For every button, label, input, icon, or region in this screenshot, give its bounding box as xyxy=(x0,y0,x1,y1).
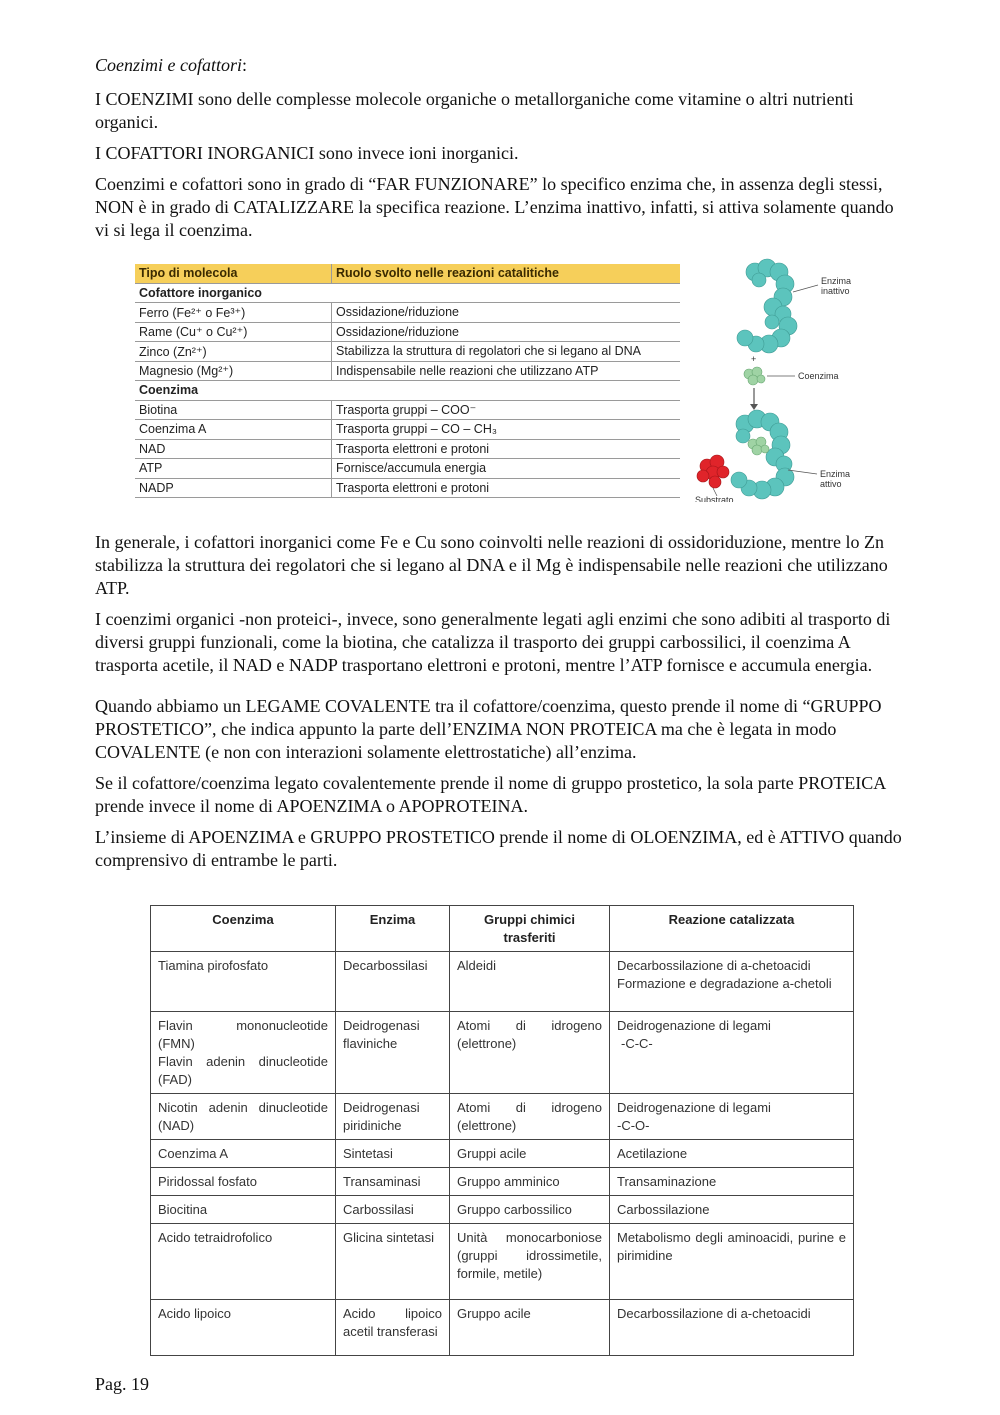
enzyme-activation-figure xyxy=(693,252,873,502)
table-cell: Ossidazione/riduzione xyxy=(332,303,681,323)
table-cell: Ossidazione/riduzione xyxy=(332,322,681,342)
table-row xyxy=(151,1196,854,1224)
table-row xyxy=(135,303,680,323)
figure-label: attivo xyxy=(820,479,842,489)
table-row xyxy=(135,420,680,440)
paragraph: Se il cofattore/coenzima legato covalentemente prende il nome di gruppo prostetico, la sola parte PROTEICA prende invece il nome di APOENZIMA o APOPROTEINA. xyxy=(95,773,886,816)
table-row xyxy=(151,952,854,1012)
table-cell: Atomi di idrogeno (elettrone) xyxy=(450,1094,610,1140)
bound-coenzyme-shape xyxy=(748,437,769,455)
table-cell: Acido lipoico acetil transferasi xyxy=(336,1300,450,1356)
table-cell: Tiamina pirofosfato xyxy=(151,952,336,1012)
table-cell: Transaminazione xyxy=(610,1168,854,1196)
table-cell: ATP xyxy=(135,459,332,479)
figure-label: inattivo xyxy=(821,286,850,296)
table-row xyxy=(151,1012,854,1094)
table-cell: Trasporta elettroni e protoni xyxy=(332,439,681,459)
table-cell: NAD xyxy=(135,439,332,459)
table-header-cell: Reazione catalizzata xyxy=(610,906,854,952)
table-section-row xyxy=(135,381,680,401)
table-cell: Flavin mononucleotide (FMN) Flavin adenin dinucleotide (FAD) xyxy=(151,1012,336,1094)
table-row xyxy=(151,1140,854,1168)
figure-label: Enzima xyxy=(821,276,852,286)
paragraph: I COENZIMI sono delle complesse molecole organiche o metallorganiche come vitamine o altri nutrienti organici. xyxy=(95,89,854,132)
table-row xyxy=(151,1168,854,1196)
table-cell: Coenzima A xyxy=(151,1140,336,1168)
table-cell: Piridossal fosfato xyxy=(151,1168,336,1196)
table-header-cell: Enzima xyxy=(336,906,450,952)
table-cell: Deidrogenasi flaviniche xyxy=(336,1012,450,1094)
table-cell: Acido tetraidrofolico xyxy=(151,1224,336,1300)
table-cell: Ferro (Fe²⁺ o Fe³⁺) xyxy=(135,303,332,323)
table-cell: Zinco (Zn²⁺) xyxy=(135,342,332,362)
table-cell: Deidrogenasi piridiniche xyxy=(336,1094,450,1140)
table-row xyxy=(135,322,680,342)
figure-label: Coenzima xyxy=(798,371,839,381)
arrow-head-icon xyxy=(750,404,758,410)
table-cell: Gruppi acile xyxy=(450,1140,610,1168)
page-content xyxy=(95,54,910,880)
paragraph: L’insieme di APOENZIMA e GRUPPO PROSTETICO prende il nome di OLOENZIMA, ed è ATTIVO quando comprensivo di entrambe le parti. xyxy=(95,827,902,870)
plus-label: + xyxy=(751,354,757,364)
table-cell: Nicotin adenin dinucleotide (NAD) xyxy=(151,1094,336,1140)
table-row xyxy=(135,361,680,381)
table-cell: Fornisce/accumula energia xyxy=(332,459,681,479)
table-cell: Acido lipoico xyxy=(151,1300,336,1356)
table-cell: Trasporta elettroni e protoni xyxy=(332,478,681,498)
table-section-label: Coenzima xyxy=(135,381,680,401)
active-enzyme-shape xyxy=(731,410,794,499)
paragraph: In generale, i cofattori inorganici come Fe e Cu sono coinvolti nelle reazioni di ossidoriduzione, mentre lo Zn stabilizza la struttura dei regolatori che si legano al DNA e il Mg è indispensabile nelle reazioni che utilizzano ATP. xyxy=(95,532,888,598)
table-cell: Trasporta gruppi – CO – CH₃ xyxy=(332,420,681,440)
table-row xyxy=(135,400,680,420)
table-cell: Aldeidi xyxy=(450,952,610,1012)
paragraph: Coenzimi e cofattori sono in grado di “FAR FUNZIONARE” lo specifico enzima che, in assenza degli stessi, NON è in grado di CATALIZZARE la specifica reazione. L’enzima inattivo, infatti, si attiva solamente quando vi si lega il coenzima. xyxy=(95,174,894,240)
paragraph: I COFATTORI INORGANICI sono invece ioni inorganici. xyxy=(95,143,519,163)
table-cell: Biotina xyxy=(135,400,332,420)
figure-label: Enzima xyxy=(820,469,851,479)
table-cell: Indispensabile nelle reazioni che utilizzano ATP xyxy=(332,361,681,381)
table-cell: Stabilizza la struttura di regolatori che si legano al DNA xyxy=(332,342,681,362)
table-row xyxy=(135,439,680,459)
table-cell: Biocitina xyxy=(151,1196,336,1224)
table-cell: Coenzima A xyxy=(135,420,332,440)
table-cell: Trasporta gruppi – COO⁻ xyxy=(332,400,681,420)
table-cell: Metabolismo degli aminoacidi, purine e pirimidine xyxy=(610,1224,854,1300)
table-cell: Sintetasi xyxy=(336,1140,450,1168)
table-cell: Decarbossilazione di a-chetoacidi xyxy=(610,1300,854,1356)
table-cell: Carbossilasi xyxy=(336,1196,450,1224)
table-row xyxy=(135,478,680,498)
figure-row xyxy=(95,264,910,509)
table-header-row xyxy=(135,264,680,283)
leader-line xyxy=(793,285,818,292)
table-row xyxy=(135,342,680,362)
table-header-cell: Coenzima xyxy=(151,906,336,952)
table-cell: Glicina sintetasi xyxy=(336,1224,450,1300)
page-number: Pag. 19 xyxy=(95,1374,149,1394)
table-cell: Gruppo amminico xyxy=(450,1168,610,1196)
table-header-cell: Gruppi chimici trasferiti xyxy=(450,906,610,952)
cofactor-table xyxy=(135,264,680,498)
substrate-shape xyxy=(697,455,729,488)
table-row xyxy=(151,1300,854,1356)
table-header-cell: Tipo di molecola xyxy=(135,264,332,283)
table-cell: Gruppo acile xyxy=(450,1300,610,1356)
table-header-cell: Ruolo svolto nelle reazioni catalitiche xyxy=(332,264,681,283)
coenzyme-shape xyxy=(744,367,765,385)
table-section-label: Cofattore inorganico xyxy=(135,283,680,303)
table-row xyxy=(135,459,680,479)
table-cell: Rame (Cu⁺ o Cu²⁺) xyxy=(135,322,332,342)
table-cell: Magnesio (Mg²⁺) xyxy=(135,361,332,381)
paragraph: I coenzimi organici -non proteici-, invece, sono generalmente legati agli enzimi che sono adibiti al trasporto di diversi gruppi funzionali, come la biotina, che catalizza il trasporto dei gruppi carbossilici, il coenzima A trasporta acetile, il NAD e NADP trasportano elettroni e protoni, mentre l’ATP fornisce e accumula energia. xyxy=(95,609,891,675)
table-cell: Gruppo carbossilico xyxy=(450,1196,610,1224)
figure-label: Substrato xyxy=(695,495,734,502)
coenzyme-table xyxy=(150,905,854,1356)
paragraph: Quando abbiamo un LEGAME COVALENTE tra il cofattore/coenzima, questo prende il nome di “GRUPPO PROSTETICO”, che indica appunto la parte dell’ENZIMA NON PROTEICA ma che è legata in modo COVALENTE (e non con interazioni solamente elettrostatiche) all’enzima. xyxy=(95,696,882,762)
table-cell: Unità monocarboniose (gruppi idrossimetile, formile, metile) xyxy=(450,1224,610,1300)
inactive-enzyme-shape xyxy=(737,259,797,353)
table-cell: Acetilazione xyxy=(610,1140,854,1168)
table-cell: Decarbossilasi xyxy=(336,952,450,1012)
section-heading: Coenzimi e cofattori: xyxy=(95,55,248,75)
table-cell: Decarbossilazione di a-chetoacidi Formazione e degradazione a-chetoli xyxy=(610,952,854,1012)
table-row xyxy=(151,1094,854,1140)
table-section-row xyxy=(135,283,680,303)
table-cell: Carbossilazione xyxy=(610,1196,854,1224)
table-header-row xyxy=(151,906,854,952)
table-cell: Deidrogenazione di legami -C-C- xyxy=(610,1012,854,1094)
table-cell: NADP xyxy=(135,478,332,498)
table-cell: Atomi di idrogeno (elettrone) xyxy=(450,1012,610,1094)
table-row xyxy=(151,1224,854,1300)
table-cell: Transaminasi xyxy=(336,1168,450,1196)
table-cell: Deidrogenazione di legami -C-O- xyxy=(610,1094,854,1140)
